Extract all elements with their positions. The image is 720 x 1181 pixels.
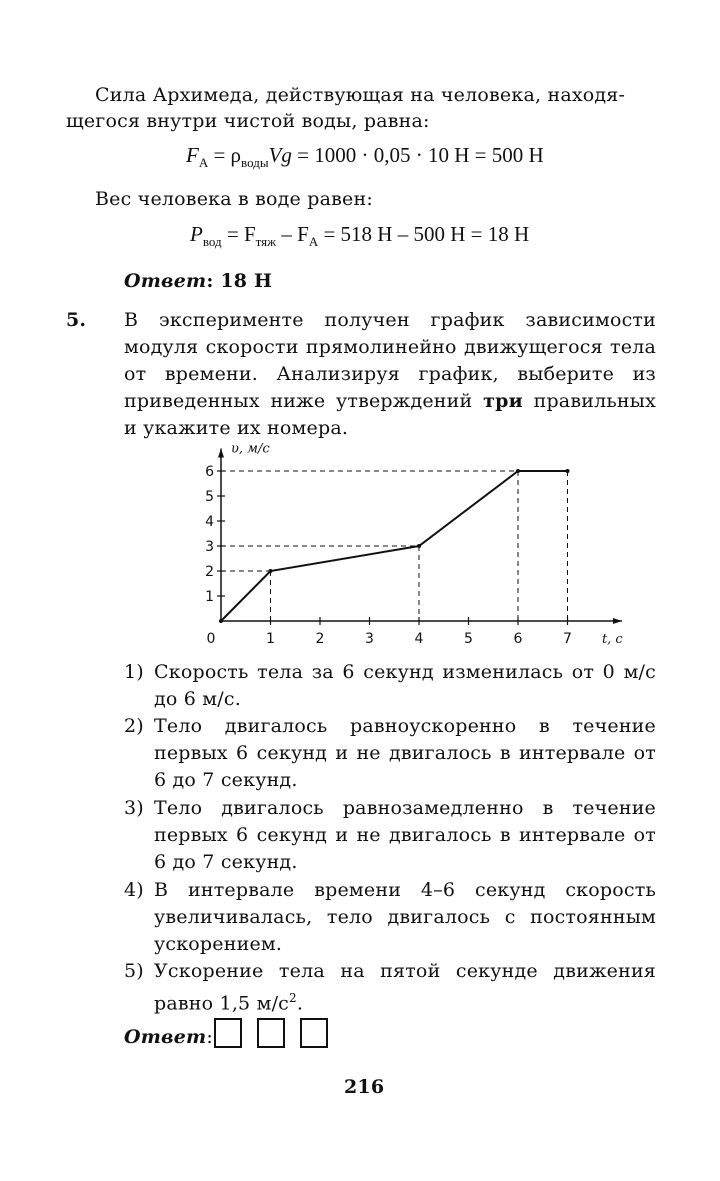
y-axis-label: υ, м/с bbox=[231, 441, 270, 457]
answer-line: Ответ: 18 Н bbox=[124, 270, 273, 292]
data-point bbox=[269, 569, 273, 573]
data-point bbox=[417, 544, 421, 548]
intro-line-2: щегося внутри чистой воды, равна: bbox=[66, 110, 430, 132]
y-tick-label: 1 bbox=[205, 589, 214, 605]
data-point bbox=[566, 469, 570, 473]
archimedes-formula: $F_A = \rho_{воды}Vg = 1000 \cdot 0,05 \cdot 10$ Н = 500 Н bbox=[186, 143, 544, 171]
intro-line-1: Сила Архимеда, действующая на человека, находя- bbox=[95, 84, 626, 106]
weight-line: Вес человека в воде равен: bbox=[95, 188, 373, 210]
y-tick-label: 5 bbox=[205, 489, 214, 505]
answer-box-3[interactable] bbox=[300, 1018, 328, 1048]
x-tick-label: 5 bbox=[464, 631, 473, 647]
x-tick-label: 6 bbox=[513, 631, 523, 647]
y-axis-arrow bbox=[218, 449, 224, 458]
y-tick-label: 2 bbox=[205, 564, 214, 580]
x-axis-label: t, c bbox=[601, 632, 623, 647]
task-text: В эксперименте получен график зависимости модуля скорости прямолинейно движущегося тела от времени. Анализируя график, выберите из приведенных ниже утверждений три правильных и укажите их номера. bbox=[124, 309, 657, 439]
y-tick-label: 4 bbox=[205, 514, 214, 530]
x-tick-label: 3 bbox=[365, 631, 374, 647]
x-tick-label: 2 bbox=[315, 631, 325, 647]
y-tick-label: 6 bbox=[205, 464, 214, 480]
weight-formula: $P_{вод} = F_{тяж} - F_A = 518$ Н – 500 Н = 18 Н bbox=[190, 222, 530, 250]
final-answer-label: Ответ: bbox=[124, 1026, 213, 1048]
answer-box-1[interactable] bbox=[214, 1018, 242, 1048]
data-point bbox=[219, 619, 223, 623]
x-tick-label: 1 bbox=[266, 631, 275, 647]
x-tick-label: 7 bbox=[563, 631, 572, 647]
data-point bbox=[516, 469, 520, 473]
task-number: 5. bbox=[66, 309, 87, 331]
x-tick-label: 4 bbox=[414, 631, 424, 647]
answer-box-2[interactable] bbox=[257, 1018, 285, 1048]
origin-label: 0 bbox=[206, 631, 216, 647]
x-axis-arrow bbox=[613, 618, 622, 624]
page-number: 216 bbox=[344, 1076, 385, 1098]
y-tick-label: 3 bbox=[205, 539, 214, 555]
